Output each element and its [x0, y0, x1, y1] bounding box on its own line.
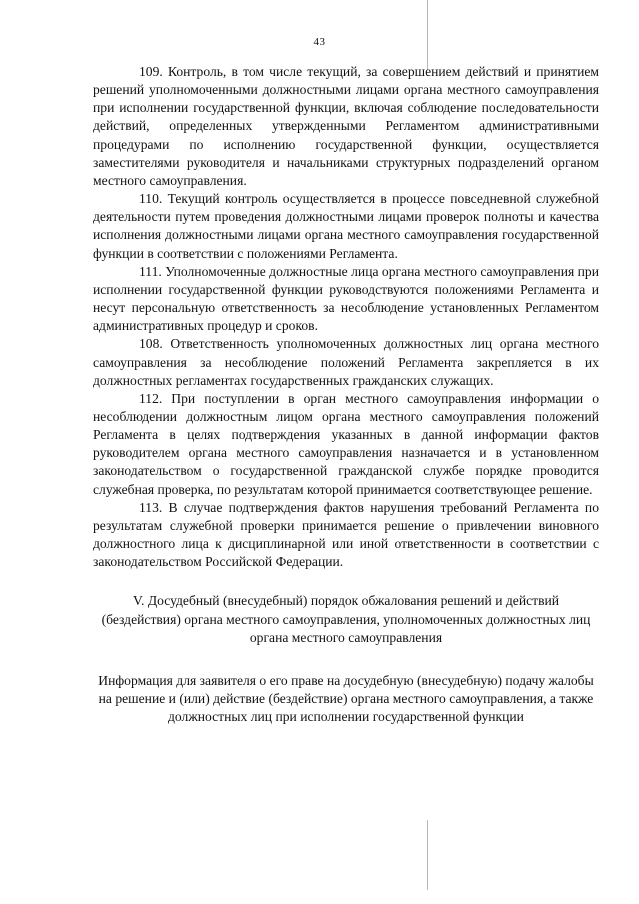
paragraph-110: 110. Текущий контроль осуществляется в процессе повседневной служебной деятельности путем проведения должностными лицами проверок полноты и качества исполнения должностными лицами органа местного самоуправления государственной функции в соответствии с положениями Регламента. [93, 191, 599, 261]
page-number: 43 [313, 36, 326, 48]
paragraph-109: 109. Контроль, в том числе текущий, за совершением действий и принятием решений уполномоченными должностными лицами органа местного самоуправления при исполнении государственной функции, включая соблюдение последовательности действий, определенных утвержденными Регламентом административными процедурами по исполнению государственной функции, осуществляется заместителями руководителя и начальниками структурных подразделений органом местного самоуправления. [93, 64, 599, 188]
paragraph-111: 111. Уполномоченные должностные лица органа местного самоуправления при исполнении государственной функции руководствуются положениями Регламента и несут персональную ответственность за несоблюдение установленных Регламентом административных процедур и сроков. [93, 263, 599, 334]
scan-artifact-line-top [427, 0, 428, 70]
document-body [93, 63, 599, 726]
paragraph-112: 112. При поступлении в орган местного самоуправления информации о несоблюдении должностным лицом органа местного самоуправления положений Регламента в целях подтверждения указанных в данной информации фактов руководителем органа местного самоуправления назначается и в установленном законодательством о государственной гражданской службе порядке проводится служебная проверка, по результатам которой принимается соответствующее решение. [93, 390, 599, 497]
scan-artifact-line-bottom [427, 820, 428, 890]
paragraph-113: 113. В случае подтверждения фактов нарушения требований Регламента по результатам служебной проверки принимается решение о привлечении виновного должностного лица к дисциплинарной или иной ответственности в соответствии с законодательством Российской Федерации. [93, 499, 599, 570]
subsection-title: Информация для заявителя о его праве на досудебную (внесудебную) подачу жалобы на решение и (или) действие (бездействие) органа местного самоуправления, а также должностных лиц при исполнении государственной функции [98, 672, 594, 725]
paragraph-108: 108. Ответственность уполномоченных должностных лиц органа местного самоуправления за несоблюдение положений Регламента закрепляется в их должностных регламентах государственных гражданских служащих. [93, 336, 599, 388]
section-title: V. Досудебный (внесудебный) порядок обжалования решений и действий (бездействия) органа местного самоуправления, уполномоченных должностных лиц органа местного самоуправления [101, 593, 591, 645]
